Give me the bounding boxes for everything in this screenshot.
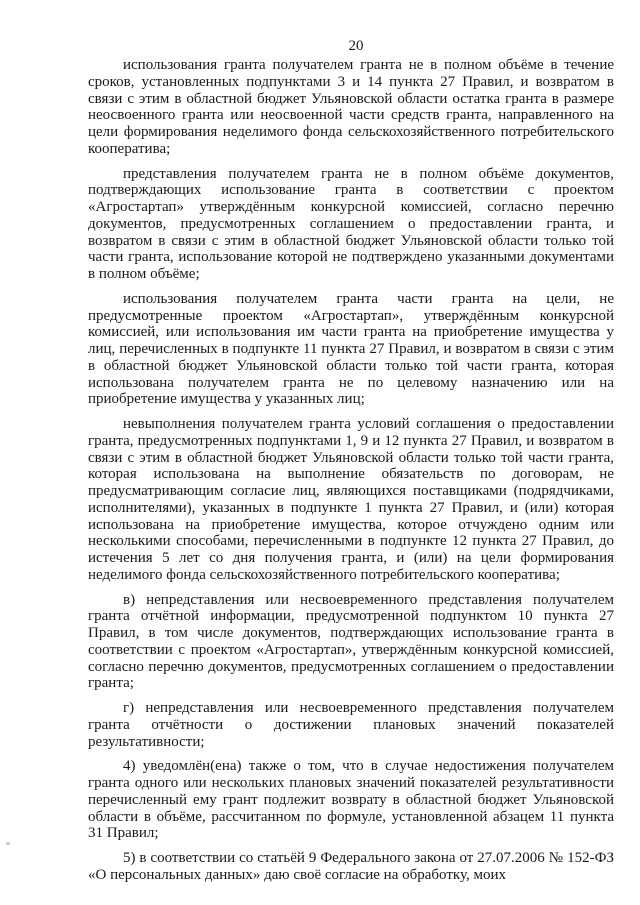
paragraph-non-fulfillment: невыполнения получателем гранта условий соглашения о предоставлении гранта, предусмотренных подпунктами 1, 9 и 12 пункта 27 Правил, и возвратом в связи с этим в областной бюджет Ульяновской области только той части гранта, которая использована на выполнение обязательств по договорам, не предусматривающим согласие лиц, являющихся поставщиками (подрядчиками, исполнителями), указанных в подпункте 1 пункта 27 Правил, и (или) которая использована на приобретение имущества, которое отчуждено одним или несколькими способами, перечисленными в подпункте 12 пункта 27 Правил, до истечения 5 лет со дня получения гранта, и (или) на цели формирования неделимого фонда сельскохозяйственного потребительского кооператива; bbox=[88, 416, 614, 583]
paragraph-incomplete-documents: представления получателем гранта не в полном объёме документов, подтверждающих использование гранта в соответствии с проектом «Агростартап» утверждённым конкурсной комиссией, согласно перечню документов, предусмотренных соглашением о предоставлении гранта, и возвратом в связи с этим в областной бюджет Ульяновской области только той части гранта, использование которой не подтверждено указанными документами в полном объёме; bbox=[88, 165, 614, 282]
paragraph-item-4: 4) уведомлён(ена) также о том, что в случае недостижения получателем гранта одного или нескольких плановых значений показателей результативности перечисленный ему грант подлежит возврату в областной бюджет Ульяновской области в объёме, рассчитанном по формуле, установленной абзацем 11 пункта 31 Правил; bbox=[88, 758, 614, 842]
scan-margin-mark bbox=[6, 842, 10, 845]
paragraph-grant-unused: использования гранта получателем гранта не в полном объёме в течение сроков, установленных подпунктами 3 и 14 пункта 27 Правил, и возвратом в связи с этим в областной бюджет Ульяновской области остатка гранта в размере неосвоенного гранта или неосвоенной части средств гранта, направленного на цели формирования неделимого фонда сельскохозяйственного потребительского кооператива; bbox=[88, 57, 614, 157]
paragraph-misuse: использования получателем гранта части гранта на цели, не предусмотренные проектом «Агростартап», утверждённым конкурсной комиссией, или использования им части гранта на приобретение имущества у лиц, перечисленных в подпункте 11 пункта 27 Правил, и возвратом в связи с этим в областной бюджет Ульяновской области только той части гранта, которая использована получателем гранта не по целевому назначению или на приобретение имущества у указанных лиц; bbox=[88, 290, 614, 408]
page-number: 20 bbox=[348, 38, 364, 54]
paragraph-item-v: в) непредставления или несвоевременного представления получателем гранта отчётной информации, предусмотренной подпунктом 10 пункта 27 Правил, в том числе документов, подтверждающих использование гранта в соответствии с проектом «Агростартап», утверждённым конкурсной комиссией, согласно перечню документов, предусмотренных соглашением о предоставлении гранта; bbox=[88, 591, 614, 692]
paragraph-item-g: г) непредставления или несвоевременного представления получателем гранта отчётности о достижении плановых значений показателей результативности; bbox=[88, 700, 614, 750]
paragraph-item-5: 5) в соответствии со статьёй 9 Федерального закона от 27.07.2006 № 152-ФЗ «О персональных данных» даю своё согласие на обработку, моих bbox=[88, 850, 614, 883]
